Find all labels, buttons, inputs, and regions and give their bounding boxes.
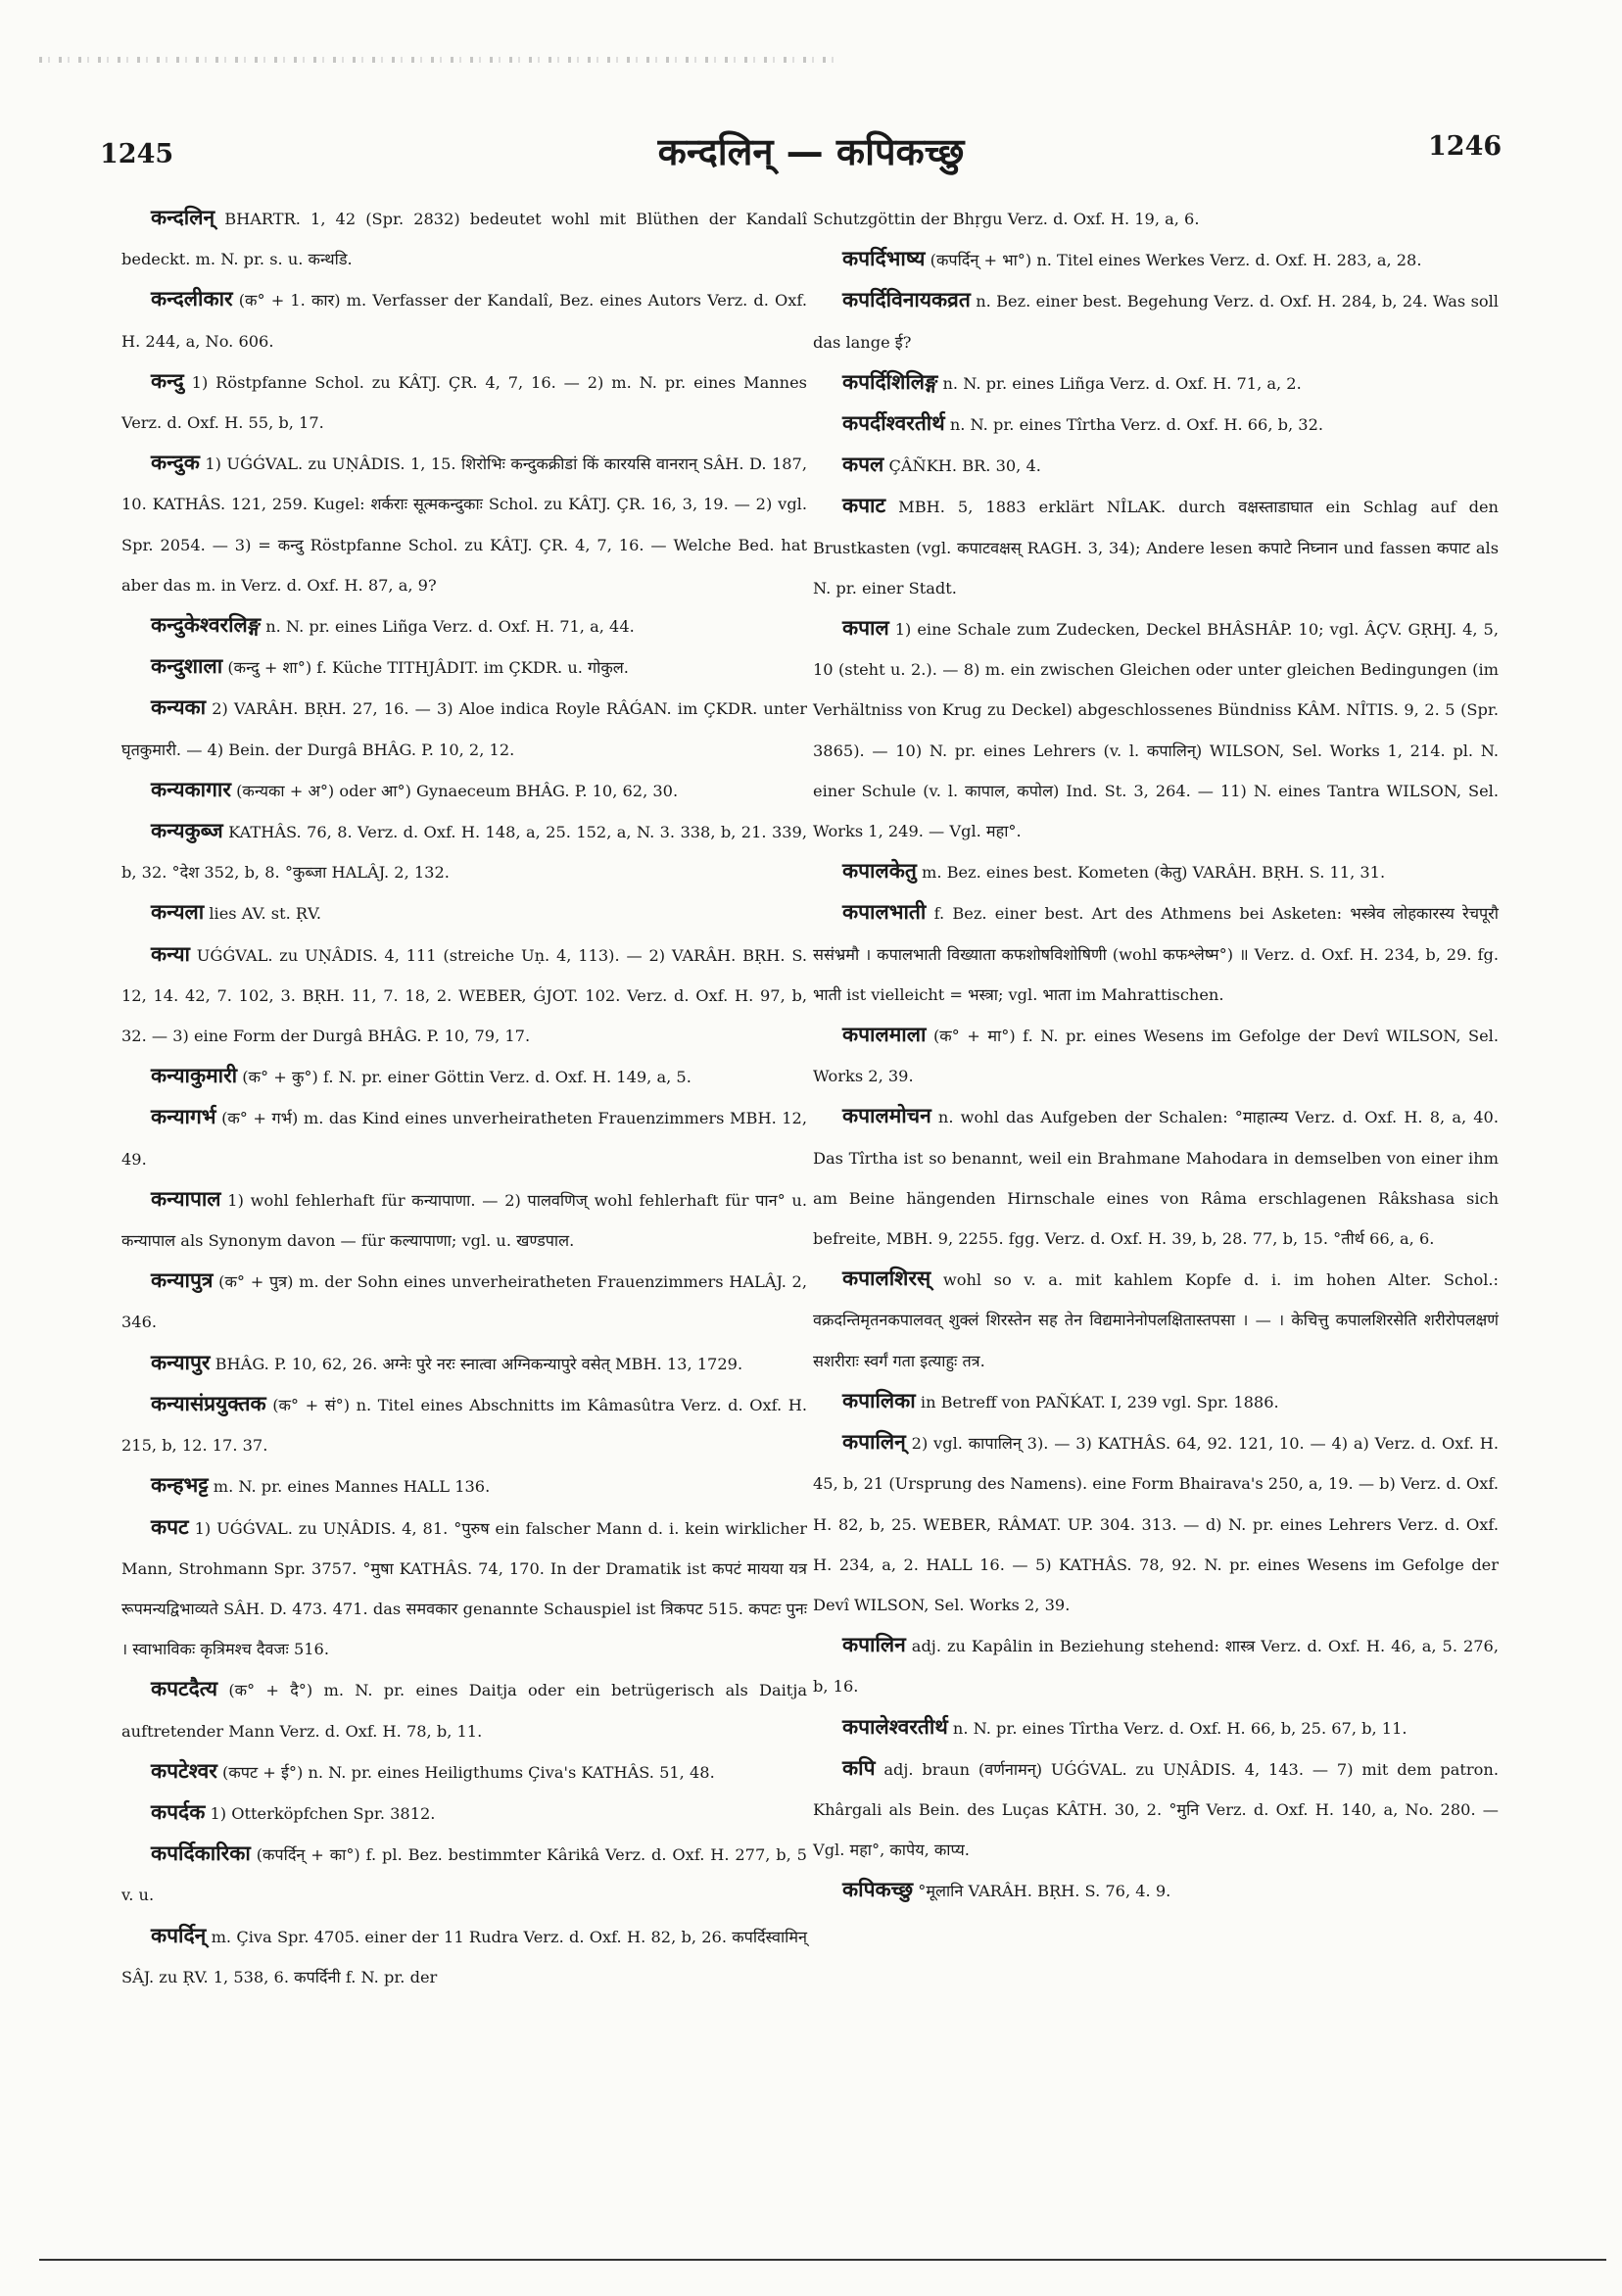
entry-text: wohl so v. a. mit kahlem Kopfe d. i. im hohen Alter. Schol.: वक्रदन्तिमृतनकपालवत् शुक्लं शिरस्तेन सह तेन विद्यमानेनोपलक्षितास्तपसा । — । केचित्तु कपालशिरसेति शरीरोपलक्षणं सशरीराः स्वर्गं गता इत्याहुः तत्र.	[813, 1270, 1499, 1370]
dictionary-entry	[121, 1751, 807, 1793]
entry-text: Schutzgöttin der Bhṛgu Verz. d. Oxf. H. 19, a, 6.	[813, 210, 1200, 228]
dictionary-entry	[121, 770, 807, 811]
dictionary-entry	[813, 239, 1499, 280]
left-column	[121, 198, 807, 1997]
entry-text: (क° + पुत्र) m. der Sohn eines unverheiratheten Frauenzimmers HALÂJ. 2, 346.	[121, 1272, 807, 1332]
dictionary-entry	[813, 362, 1499, 404]
entry-headword: कपल	[842, 453, 884, 477]
entry-headword: कन्दुक	[151, 451, 200, 475]
dictionary-entry	[813, 1422, 1499, 1625]
entry-text: (क° + दै°) m. N. pr. eines Daitja oder ein betrügerisch als Daitja auftretender Mann Verz. d. Oxf. H. 78, b, 11.	[121, 1681, 807, 1741]
dictionary-entry	[813, 280, 1499, 361]
entry-headword: कन्दु	[151, 368, 184, 393]
dictionary-entry	[121, 1465, 807, 1507]
entry-headword: कपालमाला	[842, 1023, 927, 1047]
entry-text: 1) Otterköpfchen Spr. 3812.	[210, 1803, 436, 1823]
entry-text: 1) UǴǴVAL. zu UṆÂDIS. 4, 81. °पुरुष ein falscher Mann d. i. kein wirklicher Mann, Strohmann Spr. 3757. °मुषा KATHÂS. 74, 170. In der Dramatik ist कपटं मायया यत्र रूपमन्यद्विभाव्यते SÂH. D. 473. 471. das समवकार genannte Schauspiel ist त्रिकपट 515. कपटः पुनः । स्वाभाविकः कृत्रिमश्च दैवजः 516.	[121, 1518, 807, 1659]
dictionary-entry	[121, 605, 807, 646]
entry-text: BHARTR. 1, 42 (Spr. 2832) bedeutet wohl mit Blüthen der Kandalî bedeckt. m. N. pr. s. u. कन्थडि.	[121, 210, 807, 269]
dictionary-entry	[121, 1097, 807, 1178]
entry-headword: कपालमोचन	[842, 1104, 931, 1128]
entry-text: (क° + मा°) f. N. pr. eines Wesens im Gefolge der Devî WILSON, Sel. Works 2, 39.	[813, 1027, 1499, 1086]
dictionary-entry	[121, 1343, 807, 1384]
entry-headword: कपर्दिविनायकव्रत	[842, 288, 971, 312]
entry-text: 1) UǴǴVAL. zu UṆÂDIS. 1, 15. शिरोभिः कन्दुकक्रीडां किं कारयसि वानरान् SÂH. D. 187, 10. KATHÂS. 121, 259. Kugel: शर्कराः सूत्मकन्दुकाः Schol. zu KÂTJ. ÇR. 16, 3, 19. — 2) vgl. Spr. 2054. — 3) = कन्दु Röstpfanne Schol. zu KÂTJ. ÇR. 4, 7, 16. — Welche Bed. hat aber das m. in Verz. d. Oxf. H. 87, a, 9?	[121, 454, 807, 595]
entry-headword: कपालेश्वरतीर्थ	[842, 1714, 948, 1739]
entry-text: n. N. pr. eines Liñga Verz. d. Oxf. H. 71, a, 2.	[942, 373, 1302, 393]
entry-headword: कपटेश्वर	[151, 1758, 217, 1783]
entry-headword: कपर्दक	[151, 1799, 206, 1824]
dictionary-entry	[813, 198, 1499, 239]
entry-text: m. Bez. eines best. Kometen (केतु) VARÂH. BṚH. S. 11, 31.	[922, 863, 1386, 883]
dictionary-entry	[121, 688, 807, 769]
entry-text: KATHÂS. 76, 8. Verz. d. Oxf. H. 148, a, 25. 152, a, N. 3. 338, b, 21. 339, b, 32. °देश 352, b, 8. °कुब्जा HALÂJ. 2, 132.	[121, 823, 807, 883]
entry-headword: कपट	[151, 1514, 189, 1539]
entry-headword: कपाट	[842, 494, 886, 518]
entry-headword: कपर्दीश्वरतीर्थ	[842, 411, 945, 436]
dictionary-entry	[813, 1625, 1499, 1706]
entry-headword: कन्दुशाला	[151, 654, 223, 679]
entry-text: (क° + 1. कार) m. Verfasser der Kandalî, Bez. eines Autors Verz. d. Oxf. H. 244, a, No. 606.	[121, 291, 807, 351]
dictionary-entry	[121, 1793, 807, 1834]
entry-headword: कपर्दिशिलिङ्ग	[842, 369, 938, 394]
entry-text: 1) eine Schale zum Zudecken, Deckel BHÂSHÂP. 10; vgl. ÂÇV. GṚHJ. 4, 5, 10 (steht u. 2.). — 8) m. ein zwischen Gleichen oder unter gleichen Bedingungen (im Verhältniss von Krug zu Deckel) abgeschlossenes Bündniss KÂM. NÎTIS. 9, 2. 5 (Spr. 3865). — 10) N. pr. eines Lehrers (v. l. कपालिन्) WILSON, Sel. Works 1, 214. pl. N. einer Schule (v. l. कापाल, कपोल) Ind. St. 3, 264. — 11) N. eines Tantra WILSON, Sel. Works 1, 249. — Vgl. महा°.	[813, 620, 1499, 841]
entry-headword: कन्यापुर	[151, 1350, 211, 1374]
entry-headword: कन्यापुत्र	[151, 1268, 214, 1293]
entry-text: in Betreff von PAÑḰAT. I, 239 vgl. Spr. 1886.	[920, 1392, 1279, 1411]
dictionary-entry	[813, 486, 1499, 608]
entry-headword: कन्यासंप्रयुक्तक	[151, 1391, 266, 1415]
bottom-rule	[39, 2259, 1606, 2261]
entry-headword: कपालशिरस्	[842, 1267, 931, 1291]
entry-text: (कपर्दिन् + का°) f. pl. Bez. bestimmter Kârikâ Verz. d. Oxf. H. 277, b, 5 v. u.	[121, 1845, 807, 1905]
dictionary-entry	[121, 934, 807, 1057]
dictionary-entry	[813, 1015, 1499, 1096]
entry-text: n. Bez. einer best. Begehung Verz. d. Oxf. H. 284, b, 24. Was soll das lange ई?	[813, 292, 1499, 352]
entry-text: n. N. pr. eines Tîrtha Verz. d. Oxf. H. 66, b, 25. 67, b, 11.	[952, 1718, 1407, 1738]
entry-headword: कपालिन	[842, 1633, 906, 1657]
dictionary-entry	[121, 1507, 807, 1670]
entry-headword: कन्दलिन्	[151, 206, 215, 229]
entry-text: adj. zu Kapâlin in Beziehung stehend: शास्त्र Verz. d. Oxf. H. 46, a, 5. 276, b, 16.	[813, 1637, 1499, 1697]
entry-headword: कपर्दिभाष्य	[842, 247, 926, 271]
dictionary-entry	[813, 445, 1499, 486]
entry-headword: कन्दलीकार	[151, 287, 233, 311]
dictionary-entry	[121, 443, 807, 605]
dictionary-entry	[121, 361, 807, 443]
entry-text: °मूलानि VARÂH. BṚH. S. 76, 4. 9.	[918, 1882, 1171, 1901]
entry-text: m. N. pr. eines Mannes HALL 136.	[213, 1477, 491, 1497]
dictionary-entry	[813, 851, 1499, 892]
entry-headword: कपालिका	[842, 1388, 916, 1412]
dictionary-entry	[121, 811, 807, 892]
entry-text: 2) vgl. कापालिन् 3). — 3) KATHÂS. 64, 92. 121, 10. — 4) a) Verz. d. Oxf. H. 45, b, 21 (Ursprung des Namens). eine Form Bhairava's 250, a, 19. — b) Verz. d. Oxf. H. 82, b, 25. WEBER, RÂMAT. UP. 304. 313. — d) N. pr. eines Lehrers Verz. d. Oxf. H. 234, a, 2. HALL 16. — 5) KATHÂS. 78, 92. N. pr. eines Wesens im Gefolge der Devî WILSON, Sel. Works 2, 39.	[813, 1434, 1499, 1614]
dictionary-entry	[121, 1261, 807, 1342]
entry-headword: कन्याकुमारी	[151, 1064, 238, 1088]
dictionary-entry	[813, 1870, 1499, 1911]
entry-text: (क° + सं°) n. Titel eines Abschnitts im Kâmasûtra Verz. d. Oxf. H. 215, b, 12. 17. 37.	[121, 1395, 807, 1456]
entry-headword: कन्हभट्ट	[151, 1473, 209, 1498]
dictionary-entry	[121, 279, 807, 360]
dictionary-entry	[121, 1056, 807, 1097]
entry-headword: कन्यापाल	[151, 1186, 221, 1211]
dictionary-entry	[813, 1259, 1499, 1381]
entry-headword: कन्यकागार	[151, 777, 231, 801]
scan-noise	[39, 57, 842, 63]
dictionary-entry	[121, 1179, 807, 1261]
entry-text: ÇÂÑKH. BR. 30, 4.	[888, 456, 1041, 476]
right-column	[813, 198, 1499, 1912]
entry-headword: कन्यकुब्ज	[151, 819, 223, 843]
entry-headword: कन्यागर्भ	[151, 1105, 216, 1129]
entry-text: n. N. pr. eines Liñga Verz. d. Oxf. H. 71, a, 44.	[265, 617, 635, 637]
entry-headword: कन्दुकेश्वरलिङ्ग	[151, 613, 262, 638]
entry-text: adj. braun (वर्णनामन्) UǴǴVAL. zu UṆÂDIS. 4, 143. — 7) mit dem patron. Khârgali als Bein. des Luças KÂTH. 30, 2. °मुनि Verz. d. Oxf. H. 140, a, No. 280. — Vgl. महा°, कापेय, काप्य.	[813, 1759, 1499, 1860]
entry-text: 1) wohl fehlerhaft für कन्यापाणा. — 2) पालवणिज् wohl fehlerhaft für पान° u. कन्यापाल als Synonym davon — für कल्यापाणा; vgl. u. खण्डपाल.	[121, 1190, 807, 1251]
entry-headword: कपिकच्छु	[842, 1878, 914, 1902]
entry-headword: कपर्दिकारिका	[151, 1842, 251, 1866]
entry-headword: कपर्दिन्	[151, 1923, 207, 1947]
entry-headword: कपालकेतु	[842, 859, 917, 884]
entry-text: (क° + गर्भ) m. das Kind eines unverheiratheten Frauenzimmers MBH. 12, 49.	[121, 1109, 807, 1169]
entry-text: (कपट + ई°) n. N. pr. eines Heiligthums Çiva's KATHÂS. 51, 48.	[222, 1762, 715, 1782]
entry-headword: कपाल	[842, 616, 889, 641]
entry-headword: कन्यका	[151, 695, 207, 720]
entry-text: n. N. pr. eines Tîrtha Verz. d. Oxf. H. 66, b, 32.	[949, 415, 1324, 435]
entry-text: m. Çiva Spr. 4705. einer der 11 Rudra Verz. d. Oxf. H. 82, b, 26. कपर्दिस्वामिन् SÂJ. zu ṚV. 1, 538, 6. कपर्दिनी f. N. pr. der	[121, 1927, 807, 1986]
entry-headword: कपि	[842, 1755, 876, 1780]
entry-headword: कपटदैत्य	[151, 1677, 218, 1701]
entry-text: UǴǴVAL. zu UṆÂDIS. 4, 111 (streiche Uṇ. 4, 113). — 2) VARÂH. BṚH. S. 12, 14. 42, 7. 102, 3. BṚH. 11, 7. 18, 2. WEBER, ǴJOT. 102. Verz. d. Oxf. H. 97, b, 32. — 3) eine Form der Durgâ BHÂG. P. 10, 79, 17.	[121, 945, 807, 1046]
entry-headword: कपालिन्	[842, 1430, 906, 1455]
entry-text: 2) VARÂH. BṚH. 27, 16. — 3) Aloe indica Royle RÂǴAN. im ÇKDR. unter घृतकुमारी. — 4) Bein. der Durgâ BHÂG. P. 10, 2, 12.	[121, 699, 807, 759]
entry-text: (क° + कु°) f. N. pr. einer Göttin Verz. d. Oxf. H. 149, a, 5.	[242, 1068, 692, 1087]
entry-headword: कन्या	[151, 941, 190, 966]
entry-text: (कपर्दिन् + भा°) n. Titel eines Werkes Verz. d. Oxf. H. 283, a, 28.	[930, 251, 1422, 270]
dictionary-entry	[121, 1916, 807, 1997]
dictionary-entry	[813, 1707, 1499, 1748]
page-number-right: 1246	[1428, 131, 1503, 162]
dictionary-entry	[121, 1384, 807, 1465]
dictionary-entry	[121, 1834, 807, 1915]
entry-text: MBH. 5, 1883 erklärt NÎLAK. durch वक्षस्ताडाघात ein Schlag auf den Brustkasten (vgl. कपाटवक्षस् RAGH. 3, 34); Andere lesen कपाटे निघ्नान und fassen कपाट als N. pr. einer Stadt.	[813, 498, 1499, 598]
dictionary-entry	[813, 1748, 1499, 1871]
entry-headword: कपालभाती	[842, 900, 927, 925]
dictionary-entry	[121, 198, 807, 279]
entry-text: lies AV. st. ṚV.	[209, 904, 322, 924]
entry-text: (कन्दु + शा°) f. Küche TITHJÂDIT. im ÇKDR. u. गोकुल.	[227, 658, 629, 678]
dictionary-entry	[813, 608, 1499, 851]
entry-text: 1) Röstpfanne Schol. zu KÂTJ. ÇR. 4, 7, 16. — 2) m. N. pr. eines Mannes Verz. d. Oxf. H. 55, b, 17.	[121, 372, 807, 433]
dictionary-entry	[121, 1669, 807, 1750]
dictionary-entry	[813, 1096, 1499, 1259]
dictionary-entry	[121, 892, 807, 933]
entry-text: (कन्यका + अ°) oder आ°) Gynaeceum BHÂG. P. 10, 62, 30.	[236, 781, 679, 800]
entry-text: n. wohl das Aufgeben der Schalen: °माहात्म्य Verz. d. Oxf. H. 8, a, 40. Das Tîrtha ist so benannt, weil ein Brahmane Mahodara in demselben von einer ihm am Beine hängenden Hirnschale eines von Râma erschlagenen Râkshasa sich befreite, MBH. 9, 2255. fgg. Verz. d. Oxf. H. 39, b, 28. 77, b, 15. °तीर्थ 66, a, 6.	[813, 1108, 1499, 1249]
entry-text: BHÂG. P. 10, 62, 26. अग्नेः पुरे नरः स्नात्वा अग्निकन्यापुरे वसेत् MBH. 13, 1729.	[215, 1354, 743, 1373]
page-header	[0, 125, 1622, 184]
entry-headword: कन्यला	[151, 900, 205, 925]
running-head: कन्दलिन् — कपिकच्छु	[657, 130, 965, 173]
dictionary-entry	[813, 404, 1499, 445]
dictionary-entry	[121, 646, 807, 688]
page-number-left: 1245	[100, 139, 174, 169]
entry-text: f. Bez. einer best. Art des Athmens bei Asketen: भस्त्रेव लोहकारस्य रेचपूरौ ससंभ्रमौ । कपालभाती विख्याता कफशोषविशोषिणी (wohl कफश्लेष्म°) ॥ Verz. d. Oxf. H. 234, b, 29. fg. भाती ist vielleicht = भस्त्रा; vgl. भाता im Mahrattischen.	[813, 904, 1499, 1004]
dictionary-entry	[813, 892, 1499, 1015]
dictionary-entry	[813, 1381, 1499, 1422]
